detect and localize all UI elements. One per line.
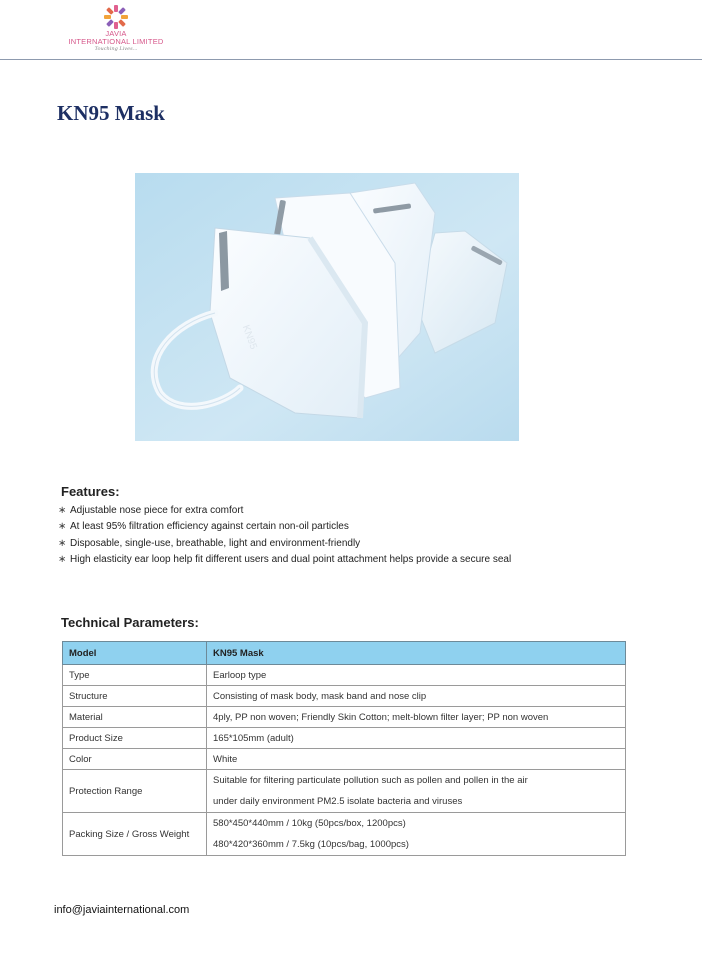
row-value (207, 770, 626, 813)
table-row (63, 686, 626, 707)
table-header-value: KN95 Mask (207, 642, 626, 665)
header-divider (0, 59, 702, 60)
contact-email: info@javiainternational.com (54, 904, 190, 916)
row-value-line: 580*450*440mm / 10kg (50pcs/box, 1200pcs) (213, 818, 406, 829)
row-value: Earloop type (207, 665, 626, 686)
feature-item (58, 552, 511, 568)
table-row (63, 813, 626, 856)
table-row (63, 770, 626, 813)
row-label: Product Size (63, 728, 207, 749)
row-label: Material (63, 707, 207, 728)
bullet-asterisk-icon: ∗ (58, 505, 67, 516)
company-name-line2: INTERNATIONAL LIMITED (68, 37, 164, 46)
table-row (63, 665, 626, 686)
table-row (63, 728, 626, 749)
company-logo (56, 4, 176, 58)
row-value: 4ply, PP non woven; Friendly Skin Cotton; melt-blown filter layer; PP non woven (207, 707, 626, 728)
row-label: Packing Size / Gross Weight (63, 813, 207, 856)
mask-print-text: KN95 (239, 323, 259, 351)
feature-text: At least 95% filtration efficiency against certain non-oil particles (70, 521, 349, 533)
row-value (207, 813, 626, 856)
company-tagline: Touching Lives... (94, 46, 138, 52)
technical-parameters-heading: Technical Parameters: (61, 615, 199, 630)
feature-item (58, 503, 511, 519)
feature-text: Disposable, single-use, breathable, light and environment-friendly (70, 537, 361, 549)
feature-text: Adjustable nose piece for extra comfort (70, 505, 244, 516)
page-title: KN95 Mask (57, 101, 165, 125)
feature-text: High elasticity ear loop help fit different users and dual point attachment helps provide a secure seal (70, 553, 512, 565)
features-heading: Features: (61, 484, 120, 499)
features-list (58, 503, 511, 568)
feature-item (58, 536, 511, 552)
row-label: Type (63, 665, 207, 686)
row-value: White (207, 749, 626, 770)
feature-item (58, 519, 511, 535)
row-label: Structure (63, 686, 207, 707)
row-label: Color (63, 749, 207, 770)
company-name-line1: JAVIA (105, 29, 127, 38)
table-row (63, 707, 626, 728)
logo-emblem-icon (103, 4, 129, 30)
row-value: Consisting of mask body, mask band and nose clip (207, 686, 626, 707)
technical-parameters-table (62, 641, 626, 856)
row-value-line: under daily environment PM2.5 isolate bacteria and viruses (213, 796, 463, 807)
row-value-line: 480*420*360mm / 7.5kg (10pcs/bag, 1000pcs) (213, 839, 409, 850)
row-value-line: Suitable for filtering particulate pollution such as pollen and pollen in the air (213, 775, 528, 786)
row-label: Protection Range (63, 770, 207, 813)
bullet-asterisk-icon: ∗ (58, 521, 67, 533)
bullet-asterisk-icon: ∗ (58, 553, 67, 565)
table-header-row (63, 642, 626, 665)
row-value: 165*105mm (adult) (207, 728, 626, 749)
bullet-asterisk-icon: ∗ (58, 537, 67, 549)
product-image (135, 173, 519, 441)
table-header-label: Model (63, 642, 207, 665)
table-row (63, 749, 626, 770)
